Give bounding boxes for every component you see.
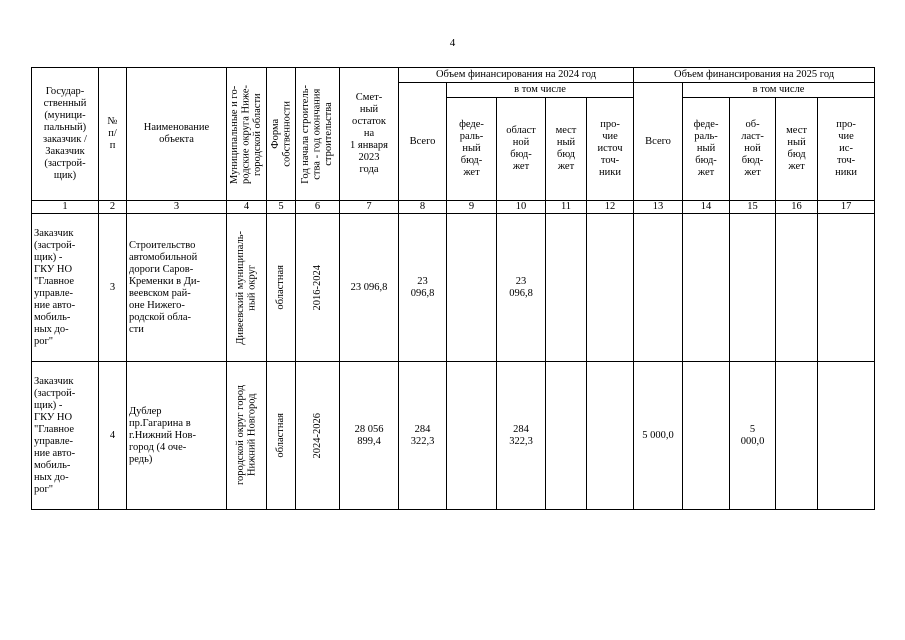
column-number: 2 <box>99 201 127 214</box>
column-number: 14 <box>683 201 730 214</box>
header-remainder: Смет- ный остаток на 1 января 2023 года <box>340 68 399 201</box>
cell-regional-2024: 23 096,8 <box>497 214 546 362</box>
cell-customer: Заказчик (застрой- щик) - ГКУ НО "Главное управле- ние авто- мобиль- ных до- рог" <box>32 214 99 362</box>
column-number: 8 <box>399 201 447 214</box>
header-total-2025: Всего <box>634 83 683 201</box>
header-municipality: Муниципальные и го- родские округа Ниже- городской области <box>229 84 264 184</box>
cell-ownership: областная <box>275 413 287 458</box>
header-federal-2024: феде- раль- ный бюд- жет <box>447 98 497 201</box>
column-number-row <box>32 201 875 214</box>
column-number: 6 <box>296 201 340 214</box>
cell-municipality: городской округ город Нижний Новгород <box>235 385 258 486</box>
cell-federal-2024 <box>447 214 497 362</box>
cell-other-2024 <box>587 362 634 510</box>
table-row <box>32 214 875 362</box>
column-number: 10 <box>497 201 546 214</box>
cell-total-2025 <box>634 214 683 362</box>
column-number: 5 <box>267 201 296 214</box>
header-including-2025: в том числе <box>683 83 875 98</box>
cell-years: 2016-2024 <box>311 264 323 311</box>
cell-object-name: Дублер пр.Гагарина в г.Нижний Нов- город (4 оче- редь) <box>127 362 227 510</box>
cell-ownership: областная <box>275 265 287 310</box>
header-regional-2025: об- ласт- ной бюд- жет <box>730 98 776 201</box>
cell-local-2024 <box>546 362 587 510</box>
header-including-2024: в том числе <box>447 83 634 98</box>
cell-federal-2025 <box>683 214 730 362</box>
cell-local-2025 <box>776 214 818 362</box>
header-ownership: Форма собственности <box>269 101 292 167</box>
header-local-2024: мест ный бюд жет <box>546 98 587 201</box>
column-number: 13 <box>634 201 683 214</box>
column-number: 11 <box>546 201 587 214</box>
cell-remainder: 28 056 899,4 <box>340 362 399 510</box>
column-number: 7 <box>340 201 399 214</box>
header-financing-2024: Объем финансирования на 2024 год <box>399 68 634 83</box>
page-number: 4 <box>449 37 456 49</box>
cell-other-2025 <box>818 362 875 510</box>
cell-federal-2025 <box>683 362 730 510</box>
column-number: 4 <box>227 201 267 214</box>
cell-number: 3 <box>99 214 127 362</box>
column-number: 1 <box>32 201 99 214</box>
column-number: 17 <box>818 201 875 214</box>
column-number: 3 <box>127 201 227 214</box>
column-number: 12 <box>587 201 634 214</box>
cell-total-2024: 23 096,8 <box>399 214 447 362</box>
header-years: Год начала строитель- ства - год окончания строительства <box>300 84 335 184</box>
header-regional-2024: област ной бюд- жет <box>497 98 546 201</box>
header-financing-2025: Объем финансирования на 2025 год <box>634 68 875 83</box>
cell-customer: Заказчик (застрой- щик) - ГКУ НО "Главное управле- ние авто- мобиль- ных до- рог" <box>32 362 99 510</box>
header-other-2024: про- чие источ точ- ники <box>587 98 634 201</box>
cell-number: 4 <box>99 362 127 510</box>
cell-object-name: Строительство автомобильной дороги Саров- Кременки в Ди- веевском рай- оне Нижего- родской обла- сти <box>127 214 227 362</box>
column-number: 15 <box>730 201 776 214</box>
header-customer: Государ- ственный (муници- пальный) заказчик / Заказчик (застрой- щик) <box>32 68 99 201</box>
cell-municipality: Дивеевский муниципаль- ный округ <box>235 230 258 345</box>
cell-total-2024: 284 322,3 <box>399 362 447 510</box>
header-local-2025: мест ный бюд жет <box>776 98 818 201</box>
cell-regional-2025: 5 000,0 <box>730 362 776 510</box>
header-federal-2025: феде- раль- ный бюд- жет <box>683 98 730 201</box>
cell-local-2024 <box>546 214 587 362</box>
cell-years: 2024-2026 <box>311 412 323 459</box>
cell-regional-2024: 284 322,3 <box>497 362 546 510</box>
cell-regional-2025 <box>730 214 776 362</box>
cell-total-2025: 5 000,0 <box>634 362 683 510</box>
header-total-2024: Всего <box>399 83 447 201</box>
header-object-name: Наименование объекта <box>127 68 227 201</box>
cell-other-2025 <box>818 214 875 362</box>
column-number: 16 <box>776 201 818 214</box>
cell-other-2024 <box>587 214 634 362</box>
column-number: 9 <box>447 201 497 214</box>
header-number: № п/ п <box>99 68 127 201</box>
financing-table <box>31 67 875 510</box>
cell-remainder: 23 096,8 <box>340 214 399 362</box>
cell-federal-2024 <box>447 362 497 510</box>
header-other-2025: про- чие ис- точ- ники <box>818 98 875 201</box>
cell-local-2025 <box>776 362 818 510</box>
table-row <box>32 362 875 510</box>
